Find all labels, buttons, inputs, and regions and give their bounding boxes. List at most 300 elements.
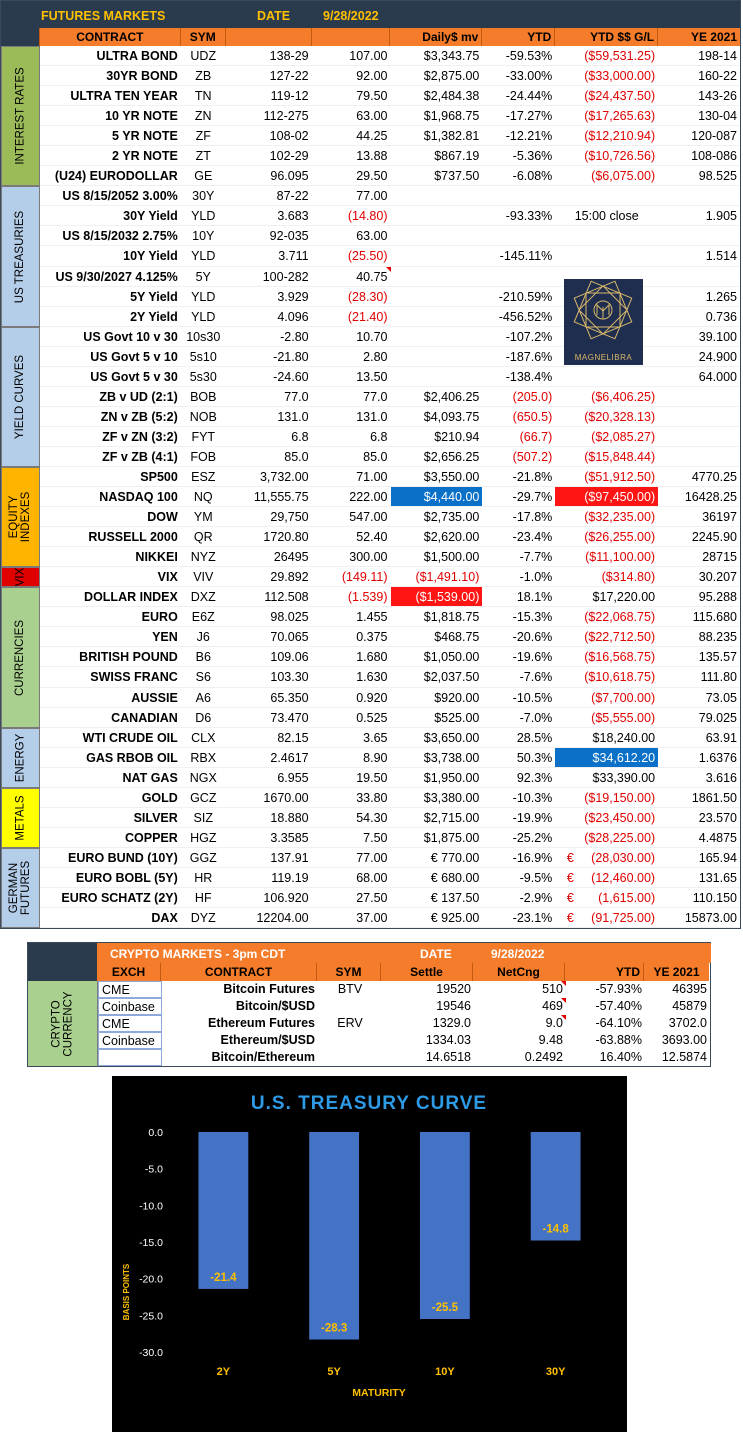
cell-mv: ($1,539.00) xyxy=(391,587,483,606)
cell-p2: 1.630 xyxy=(356,670,388,685)
cell-ytd: -210.59% xyxy=(498,289,553,304)
table-row xyxy=(40,467,740,487)
cell-ytd xyxy=(482,186,555,205)
cell-p2: 54.30 xyxy=(356,810,388,825)
cell-mv: $2,620.00 xyxy=(423,530,480,545)
cell-ye: 2245.90 xyxy=(691,530,737,545)
cell-p2: 6.8 xyxy=(370,429,388,444)
cell-gl xyxy=(555,246,658,265)
futures-date-label: DATE xyxy=(257,9,291,23)
section-label-equity-indexes: EQUITY INDEXES xyxy=(1,467,40,567)
cell-mv xyxy=(391,307,483,326)
cell-ye xyxy=(658,447,740,466)
cell-sym: BOB xyxy=(190,389,217,404)
crypto-row xyxy=(98,1049,710,1066)
cell-mv: $1,875.00 xyxy=(423,830,480,845)
futures-header-row xyxy=(1,28,740,46)
cell-gl: ($32,235.00) xyxy=(584,510,656,525)
cell-contract: 30Y Yield xyxy=(123,209,178,224)
cell-gl: ($24,437.50) xyxy=(584,89,656,104)
section-label-us-treasuries: US TREASURIES xyxy=(1,186,40,326)
table-row xyxy=(40,708,740,728)
cell-p1: 98.025 xyxy=(270,610,309,625)
x-tick-label-5y: 5Y xyxy=(327,1366,341,1378)
cell-sym: ZB xyxy=(195,69,212,84)
cell-gl: $33,390.00 xyxy=(592,770,656,785)
cell-mv xyxy=(391,287,483,306)
cell-ytd: -19.9% xyxy=(512,810,553,825)
cell-sym: 5s10 xyxy=(189,349,217,364)
cell-contract: 5Y Yield xyxy=(130,289,178,304)
cell-p1: 87-22 xyxy=(276,189,309,204)
cell-contract: 2Y Yield xyxy=(130,309,178,324)
cell-p1: 112.508 xyxy=(264,590,309,605)
section-label-currencies: CURRENCIES xyxy=(1,587,40,727)
cell-mv xyxy=(391,186,483,205)
cell-sym: NOB xyxy=(189,409,217,424)
cell-contract: ZN v ZB (5:2) xyxy=(100,409,178,424)
cell-p1: 85.0 xyxy=(284,449,309,464)
cell-ye: 165.94 xyxy=(698,850,737,865)
cell-mv: $3,738.00 xyxy=(423,750,480,765)
cell-mv xyxy=(391,206,483,225)
cell-contract: WTI CRUDE OIL xyxy=(82,730,178,745)
cell-p1: 1720.80 xyxy=(263,530,309,545)
crypto-header-ytd: YTD xyxy=(565,963,644,981)
cell-mv: $2,715.00 xyxy=(423,810,480,825)
cell-p2: 85.0 xyxy=(363,449,388,464)
section-label-interest-rates: INTEREST RATES xyxy=(1,46,40,186)
crypto-row xyxy=(98,1032,710,1049)
cell-ytd: -16.9% xyxy=(512,850,553,865)
cell-sym: NQ xyxy=(193,490,213,505)
cell-gl: $17,220.00 xyxy=(592,590,656,605)
cell-p1: 4.096 xyxy=(277,309,309,324)
cell-contract: US 8/15/2032 2.75% xyxy=(62,229,178,244)
cell-ye: 111.80 xyxy=(700,670,737,685)
cell-p1: -21.80 xyxy=(273,349,309,364)
cell-ytd: -23.4% xyxy=(512,530,553,545)
table-row xyxy=(40,106,740,126)
header-change xyxy=(312,28,391,46)
cell-p2: 222.00 xyxy=(349,490,388,505)
cell-ytd: (205.0) xyxy=(512,389,553,404)
cell-p2: 13.50 xyxy=(356,369,388,384)
cell-p1: 29,750 xyxy=(270,510,309,525)
cell-gl xyxy=(555,226,658,245)
cell-p1: 3.3585 xyxy=(270,830,309,845)
cell-ytd: -107.2% xyxy=(505,329,553,344)
cell-p2: 71.00 xyxy=(356,469,388,484)
cell-sym: FOB xyxy=(190,449,217,464)
crypto-header-contract: CONTRACT xyxy=(161,963,317,981)
cell-sym: HF xyxy=(194,890,212,905)
cell-contract: ZF v ZB (4:1) xyxy=(102,449,178,464)
cell-gl: ($23,450.00) xyxy=(584,810,656,825)
crypto-header-netcng: NetCng xyxy=(473,963,565,981)
cell-contract: AUSSIE xyxy=(131,690,178,705)
cell-gl: ($10,726.56) xyxy=(584,149,656,164)
cell-ye: 88.235 xyxy=(698,630,737,645)
cell-gl: ($33,000.00) xyxy=(584,69,656,84)
y-tick-label: -20.0 xyxy=(139,1273,163,1286)
cell-sym: GCZ xyxy=(190,790,217,805)
cell-ye: 36197 xyxy=(702,510,737,525)
cell-p2: 92.00 xyxy=(356,69,388,84)
table-row xyxy=(40,808,740,828)
cell-p1: 3,732.00 xyxy=(259,469,309,484)
cell-p1: 3.683 xyxy=(277,209,309,224)
table-row xyxy=(40,908,740,928)
crypto-cell-contract: Ethereum Futures xyxy=(208,1016,315,1030)
cell-gl: € (28,030.00) xyxy=(566,850,656,865)
cell-mv: $3,550.00 xyxy=(423,469,480,484)
crypto-header-settle: Settle xyxy=(381,963,473,981)
cell-mv: $1,382.81 xyxy=(423,129,480,144)
cell-p1: 96.095 xyxy=(270,169,309,184)
cell-contract: 5 YR NOTE xyxy=(112,129,178,144)
cell-ytd: -25.2% xyxy=(512,830,553,845)
cell-p2: 77.00 xyxy=(356,189,388,204)
table-row xyxy=(40,788,740,808)
cell-contract: GAS RBOB OIL xyxy=(86,750,178,765)
cell-ytd: -19.6% xyxy=(512,650,553,665)
logo-emblem-icon xyxy=(564,279,643,349)
cell-mv: $1,968.75 xyxy=(423,109,480,124)
cell-contract: EURO BUND (10Y) xyxy=(68,850,178,865)
table-row xyxy=(40,246,740,266)
cell-ye: 1.905 xyxy=(705,209,737,224)
cell-mv: $1,818.75 xyxy=(423,610,480,625)
table-row xyxy=(40,888,740,908)
cell-gl: ($16,568.75) xyxy=(584,650,656,665)
cell-mv: $1,500.00 xyxy=(423,550,480,565)
table-row xyxy=(40,166,740,186)
cell-ye: 3.616 xyxy=(705,770,737,785)
table-row xyxy=(40,768,740,788)
crypto-cell-sym xyxy=(318,1032,382,1049)
cell-ye: 1861.50 xyxy=(691,790,737,805)
cell-contract: 2 YR NOTE xyxy=(112,149,178,164)
header-contract: CONTRACT xyxy=(40,28,181,46)
crypto-cell-settle: 14.6518 xyxy=(425,1050,471,1064)
cell-ye: 108-086 xyxy=(691,149,737,164)
cell-p1: 2.4617 xyxy=(270,750,309,765)
cell-mv: $920.00 xyxy=(434,690,480,705)
cell-p1: 73.470 xyxy=(270,710,309,725)
cell-gl: ($22,712.50) xyxy=(584,630,656,645)
cell-mv: $2,735.00 xyxy=(423,510,480,525)
cell-ytd: -10.5% xyxy=(512,690,553,705)
cell-contract: DOW xyxy=(147,510,178,525)
cell-gl: ($20,328.13) xyxy=(584,409,656,424)
crypto-cell-settle: 19520 xyxy=(436,982,471,996)
cell-mv: $468.75 xyxy=(434,630,480,645)
cell-sym: S6 xyxy=(195,670,211,685)
crypto-row xyxy=(98,981,710,998)
cell-p2: 37.00 xyxy=(356,911,388,926)
cell-ytd xyxy=(482,226,555,245)
cell-p2: 8.90 xyxy=(363,750,388,765)
cell-contract: DOLLAR INDEX xyxy=(84,590,178,605)
crypto-header-sym: SYM xyxy=(317,963,381,981)
crypto-cell-ye: 12.5874 xyxy=(661,1050,707,1064)
header-daily-mv: Daily$ mv xyxy=(390,28,482,46)
crypto-cell-exch: CME xyxy=(98,1015,162,1032)
cell-p2: (25.50) xyxy=(347,249,388,264)
cell-gl: ($26,255.00) xyxy=(584,530,656,545)
cell-ye: 24.900 xyxy=(698,349,737,364)
cell-mv: € 137.50 xyxy=(430,890,480,905)
cell-p1: 138-29 xyxy=(269,49,309,63)
crypto-cell-settle: 19546 xyxy=(436,999,471,1013)
cell-sym: NYZ xyxy=(190,550,216,565)
cell-sym: 5Y xyxy=(195,269,211,284)
cell-mv: $2,656.25 xyxy=(423,449,480,464)
cell-mv xyxy=(391,267,483,286)
crypto-cell-ytd: -64.10% xyxy=(595,1016,642,1030)
x-tick-label-2y: 2Y xyxy=(216,1366,231,1378)
cell-ytd: -15.3% xyxy=(512,610,553,625)
table-row xyxy=(40,848,740,868)
table-row xyxy=(40,66,740,86)
cell-p1: 29.892 xyxy=(270,570,309,585)
cell-sym: 30Y xyxy=(192,189,215,204)
x-tick-label-10y: 10Y xyxy=(435,1366,455,1378)
cell-ytd: (66.7) xyxy=(519,429,553,444)
cell-sym: NGX xyxy=(189,770,217,785)
cell-ye: 73.05 xyxy=(705,690,737,705)
y-tick-label: -25.0 xyxy=(139,1310,163,1323)
table-row xyxy=(40,447,740,467)
cell-sym: YLD xyxy=(191,309,216,324)
data-label-10y: -25.5 xyxy=(431,1302,458,1314)
cell-p1: -2.80 xyxy=(280,329,309,344)
cell-ytd: 18.1% xyxy=(516,590,553,605)
table-row xyxy=(40,146,740,166)
table-row xyxy=(40,607,740,627)
cell-sym: FYT xyxy=(191,429,216,444)
y-tick-label: -30.0 xyxy=(139,1347,163,1359)
cell-sym: YLD xyxy=(191,289,216,304)
cell-p2: 79.50 xyxy=(356,89,388,104)
cell-ytd: -7.0% xyxy=(519,710,553,725)
cell-ytd: -7.7% xyxy=(519,550,553,565)
cell-gl: ($28,225.00) xyxy=(584,830,656,845)
cell-mv: $4,440.00 xyxy=(391,487,483,506)
cell-mv: € 680.00 xyxy=(430,870,480,885)
cell-ytd: -20.6% xyxy=(512,630,553,645)
chart-title: U.S. TREASURY CURVE xyxy=(250,1093,488,1114)
cell-gl: ($5,555.00) xyxy=(591,710,656,725)
cell-ye: 28715 xyxy=(702,550,737,565)
cell-ytd: -12.21% xyxy=(505,129,553,144)
cell-mv: € 770.00 xyxy=(430,850,480,865)
cell-p2: 0.525 xyxy=(356,710,388,725)
cell-contract: SWISS FRANC xyxy=(90,670,178,685)
cell-ytd: -456.52% xyxy=(498,309,553,324)
cell-sym: D6 xyxy=(195,710,212,725)
cell-gl: ($22,068.75) xyxy=(584,610,656,625)
cell-p1: 103.30 xyxy=(270,670,309,685)
section-label-vix: VIX xyxy=(1,567,40,587)
cell-ye: 64.000 xyxy=(698,369,737,384)
crypto-cell-net: 510 xyxy=(474,981,566,998)
cell-contract: NIKKEI xyxy=(135,550,178,565)
cell-p1: 12204.00 xyxy=(256,911,309,926)
crypto-section-label: CRYPTO CURRENCY xyxy=(28,981,98,1066)
cell-gl: ($6,406.25) xyxy=(591,389,656,404)
cell-sym: B6 xyxy=(195,650,211,665)
crypto-cell-exch xyxy=(98,1049,162,1066)
header-ye-2021: YE 2021 xyxy=(690,30,737,44)
cell-gl: € (12,460.00) xyxy=(566,870,656,885)
cell-gl: ($17,265.63) xyxy=(584,109,656,124)
cell-ye: 143-26 xyxy=(698,89,737,104)
cell-p2: 33.80 xyxy=(356,790,388,805)
cell-p1: 3.711 xyxy=(278,249,309,264)
cell-ytd: -33.00% xyxy=(505,69,553,84)
cell-p1: 65.350 xyxy=(270,690,309,705)
crypto-cell-net: 0.2492 xyxy=(524,1050,563,1064)
cell-ye: 4770.25 xyxy=(691,469,737,484)
cell-contract: US Govt 5 v 30 xyxy=(90,369,178,384)
cell-ye: 135.57 xyxy=(698,650,737,665)
cell-ytd: -93.33% xyxy=(505,209,553,224)
crypto-cell-exch: Coinbase xyxy=(98,1032,162,1049)
cell-ytd: -145.11% xyxy=(499,249,553,264)
cell-gl: ($19,150.00) xyxy=(584,790,656,805)
table-row xyxy=(40,527,740,547)
cell-sym: ZT xyxy=(195,149,211,164)
cell-ytd: (650.5) xyxy=(512,409,553,424)
cell-sym: E6Z xyxy=(191,610,215,625)
cell-p2: (14.80) xyxy=(347,209,388,224)
cell-ye: 1.265 xyxy=(705,289,737,304)
cell-ytd: -138.4% xyxy=(505,369,553,384)
cell-contract: NAT GAS xyxy=(122,770,178,785)
cell-mv: ($1,491.10) xyxy=(415,570,480,585)
cell-contract: (U24) EURODOLLAR xyxy=(54,169,178,184)
cell-ye: 120-087 xyxy=(691,129,737,144)
cell-ye: 16428.25 xyxy=(684,490,737,505)
cell-sym: UDZ xyxy=(190,49,217,63)
data-label-30y: -14.8 xyxy=(542,1223,569,1236)
crypto-body xyxy=(28,981,710,1066)
section-label-german-futures: GERMAN FUTURES xyxy=(1,848,40,928)
cell-ytd: -17.8% xyxy=(512,510,553,525)
cell-ytd xyxy=(482,267,555,286)
cell-ytd: 92.3% xyxy=(516,770,553,785)
cell-contract: 10Y Yield xyxy=(123,249,178,264)
cell-ye: 131.65 xyxy=(698,870,737,885)
cell-sym: YLD xyxy=(191,249,216,264)
cell-contract: RUSSELL 2000 xyxy=(88,530,178,545)
cell-p2: (28.30) xyxy=(347,289,388,304)
cell-p2: 300.00 xyxy=(349,550,388,565)
table-row xyxy=(40,647,740,667)
cell-gl: ($59,531.25) xyxy=(584,49,656,63)
cell-p2: 29.50 xyxy=(356,169,388,184)
crypto-title-bar xyxy=(28,943,710,963)
header-price xyxy=(226,28,312,46)
cell-contract: COPPER xyxy=(125,830,178,845)
crypto-cell-net: 469 xyxy=(474,998,566,1015)
crypto-cell-settle: 1329.0 xyxy=(432,1016,471,1030)
table-row xyxy=(40,427,740,447)
cell-ye xyxy=(658,427,740,446)
cell-mv: $210.94 xyxy=(434,429,480,444)
cell-ye: 160-22 xyxy=(698,69,737,84)
header-ytd: YTD xyxy=(482,28,555,46)
cell-ye: 98.525 xyxy=(698,169,737,184)
cell-ytd: -17.27% xyxy=(505,109,553,124)
crypto-header-exch: EXCH xyxy=(97,963,161,981)
crypto-date-label: DATE xyxy=(420,947,452,961)
table-row xyxy=(40,367,740,387)
cell-gl: ($11,100.00) xyxy=(585,550,656,565)
crypto-cell-contract: Bitcoin Futures xyxy=(223,982,315,996)
table-row xyxy=(40,547,740,567)
crypto-row xyxy=(98,998,710,1015)
crypto-cell-contract: Bitcoin/Ethereum xyxy=(211,1050,315,1064)
cell-ytd: -59.53% xyxy=(505,49,553,63)
cell-p1: 137.91 xyxy=(270,850,309,865)
crypto-cell-ye: 45879 xyxy=(672,999,707,1013)
cell-ye: 1.514 xyxy=(705,249,737,264)
crypto-cell-ytd: -57.93% xyxy=(595,982,642,996)
x-tick-label-30y: 30Y xyxy=(545,1366,566,1378)
cell-mv xyxy=(391,347,483,366)
table-row xyxy=(40,387,740,407)
cell-p1: -24.60 xyxy=(273,369,309,384)
section-label-metals: METALS xyxy=(1,788,40,848)
section-label-energy: ENERGY xyxy=(1,728,40,788)
magnelibra-logo xyxy=(564,279,643,365)
bar-10y xyxy=(420,1132,470,1319)
table-row xyxy=(40,226,740,246)
cell-contract: US 8/15/2052 3.00% xyxy=(62,189,178,204)
crypto-cell-ye: 46395 xyxy=(672,982,707,996)
cell-mv: $2,037.50 xyxy=(423,670,480,685)
cell-p1: 109.06 xyxy=(270,650,309,665)
cell-ye: 198-14 xyxy=(698,49,737,63)
crypto-cell-sym: ERV xyxy=(337,1016,363,1030)
cell-mv: $3,650.00 xyxy=(423,730,480,745)
cell-p2: 1.680 xyxy=(356,650,388,665)
cell-sym: DXZ xyxy=(190,590,216,605)
crypto-table xyxy=(27,942,711,1067)
cell-p2: 10.70 xyxy=(356,329,388,344)
crypto-cell-net: 9.48 xyxy=(538,1033,563,1047)
cell-sym: HGZ xyxy=(190,830,217,845)
cell-ytd: -7.6% xyxy=(519,670,553,685)
cell-contract: YEN xyxy=(152,630,178,645)
cell-sym: 10Y xyxy=(192,229,215,244)
cell-gl: ($7,700.00) xyxy=(591,690,656,705)
header-sym: SYM xyxy=(181,28,226,46)
cell-sym: 10s30 xyxy=(186,329,221,344)
cell-p2: 52.40 xyxy=(356,530,388,545)
cell-p1: 112-275 xyxy=(263,109,309,124)
cell-sym: HR xyxy=(194,870,213,885)
cell-contract: US 9/30/2027 4.125% xyxy=(55,269,178,284)
cell-p1: 6.8 xyxy=(291,429,309,444)
cell-ye: 110.150 xyxy=(692,890,737,905)
cell-gl: ($51,912.50) xyxy=(584,469,656,484)
cell-ye xyxy=(658,407,740,426)
cell-gl xyxy=(555,367,658,386)
